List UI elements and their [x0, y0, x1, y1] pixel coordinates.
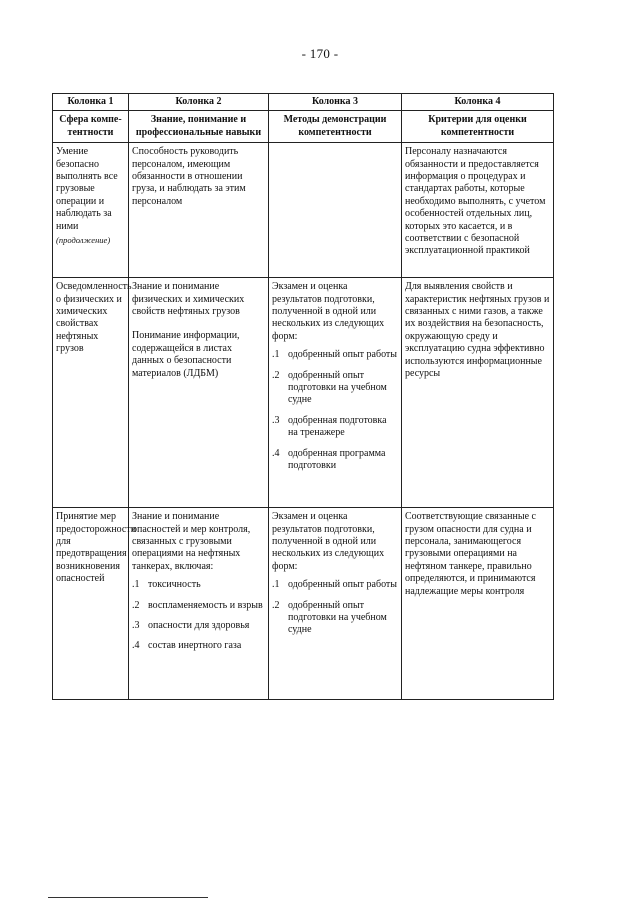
competence-table	[52, 93, 554, 700]
methods-cell	[269, 143, 402, 278]
list-item	[272, 370, 398, 407]
list-item	[272, 448, 398, 473]
item-text: одобренный опыт подготовки на учебном судне	[288, 599, 387, 636]
column-label-2: Колонка 2	[129, 94, 269, 111]
header-row	[53, 111, 554, 143]
list-item	[272, 349, 398, 361]
sphere-cell: Принятие мер предосторожности для предотвращения возникновения опасностей	[53, 508, 129, 700]
column-label-4: Колонка 4	[402, 94, 554, 111]
item-text: одобренная программа подготовки	[288, 447, 386, 472]
methods-intro: Экзамен и оценка результатов подготовки, полученной в одной или нескольких из следующих форм:	[272, 511, 385, 572]
item-number: .4	[272, 447, 280, 459]
table-row	[53, 278, 554, 508]
table-row	[53, 143, 554, 278]
page-number: - 170 -	[301, 46, 339, 61]
sphere-cell: Осведомленность о физических и химических свойствах нефтяных грузов	[53, 278, 129, 508]
item-number: .1	[272, 349, 280, 361]
column-label-1: Колонка 1	[53, 94, 129, 111]
header-methods: Методы демонстрации компетентности	[269, 111, 402, 143]
continuation-note: (продолжение)	[56, 235, 111, 246]
item-text: состав инертного газа	[148, 640, 242, 652]
header-criteria: Критерии для оценки компетентности	[402, 111, 554, 143]
item-text: одобренный опыт работы	[288, 349, 398, 361]
item-text: одобренный опыт работы	[288, 579, 398, 591]
list-item	[132, 579, 265, 591]
list-item	[132, 640, 265, 652]
knowledge-cell	[129, 278, 269, 508]
knowledge-cell	[129, 508, 269, 700]
knowledge-cell: Способность руководить персоналом, имеющим обязанности в отношении груза, и наблюдать за этим персоналом	[129, 143, 269, 278]
item-text: одобренный опыт подготовки на учебном судне	[288, 369, 387, 406]
item-number: .1	[132, 579, 140, 591]
list-item	[132, 600, 265, 612]
item-text: одобренная подготовка на тренажере	[288, 414, 387, 439]
item-number: .2	[132, 599, 140, 611]
column-label-3: Колонка 3	[269, 94, 402, 111]
methods-intro: Экзамен и оценка результатов подготовки, полученной в одной или нескольких из следующих форм:	[272, 281, 385, 342]
methods-cell	[269, 508, 402, 700]
item-number: .3	[132, 620, 140, 632]
knowledge-text: Понимание информации, содержащейся в листах данных о безопасности материалов (ЛДБМ)	[132, 330, 240, 379]
item-text: воспламеняемость и взрыв	[148, 599, 263, 611]
table-row	[53, 508, 554, 700]
list-item	[272, 579, 398, 591]
criteria-cell: Персоналу назначаются обязанности и предоставляется информация о процедурах и стандартах работы, которые необходимо выполнять, с учетом особенностей отдельных лиц, которых это касается, и в соответствии с безопасной эксплуатационной практикой	[402, 143, 554, 278]
column-number-row	[53, 94, 554, 111]
item-number: .2	[272, 599, 280, 611]
list-item	[272, 415, 398, 440]
sphere-text: Умение безопасно выполнять все грузовые операции и наблюдать за ними	[56, 146, 118, 232]
knowledge-intro: Знание и понимание опасностей и мер контроля, связанных с грузовыми операциями на нефтяных танкерах, включая:	[132, 511, 251, 572]
header-knowledge: Знание, понимание и профессиональные навыки	[129, 111, 269, 143]
sphere-cell	[53, 143, 129, 278]
item-number: .1	[272, 579, 280, 591]
footer-divider	[48, 897, 208, 898]
item-text: токсичность	[148, 579, 201, 591]
item-number: .4	[132, 640, 140, 652]
knowledge-text: Знание и понимание физических и химических свойств нефтяных грузов	[132, 281, 245, 318]
item-number: .2	[272, 369, 280, 381]
methods-cell	[269, 278, 402, 508]
criteria-cell: Соответствующие связанные с грузом опасности для судна и персонала, занимающегося грузовыми операциями на нефтяном танкере, правильно определяются, и принимаются надлежащие меры контроля	[402, 508, 554, 700]
criteria-cell: Для выявления свойств и характеристик нефтяных грузов и связанных с ними газов, а также их воздействия на безопасность, окружающую среду и эксплуатацию судна эффективно используются информационные ресурсы	[402, 278, 554, 508]
item-text: опасности для здоровья	[148, 620, 250, 632]
item-number: .3	[272, 414, 280, 426]
list-item	[132, 620, 265, 632]
list-item	[272, 600, 398, 637]
header-sphere: Сфера компе-тентности	[53, 111, 129, 143]
